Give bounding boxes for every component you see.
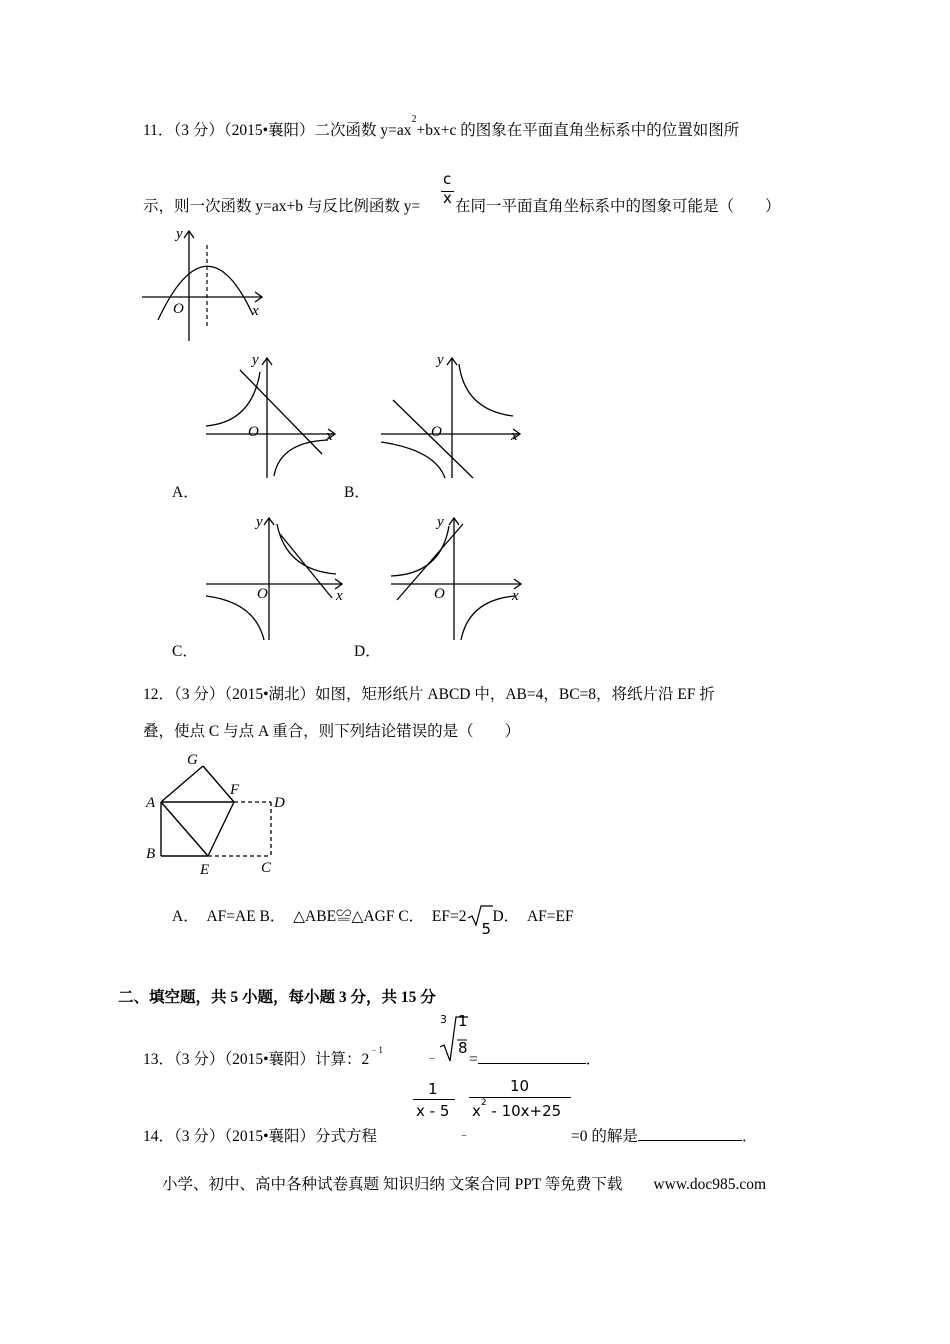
- q11-a-y-label: y: [252, 352, 259, 368]
- q14-minus: ﹣: [458, 1127, 471, 1141]
- q12-label-f: F: [230, 782, 240, 798]
- q13-equals: =: [469, 1051, 478, 1068]
- q13-root-numerator: 1: [458, 1012, 468, 1030]
- q12-label-e: E: [200, 862, 210, 878]
- q14-frac1-denominator: x - 5: [416, 1102, 450, 1120]
- q11-b-x-label: x: [511, 428, 518, 444]
- q13-answer: [469, 1047, 601, 1069]
- section2-heading: 二、填空题，共 5 小题，每小题 3 分，共 15 分: [118, 989, 436, 1006]
- q11-parabola-graph: [140, 225, 270, 345]
- q14-frac2-denominator: [472, 1098, 562, 1120]
- q12-line1: 12．（3 分）（2015•湖北）如图，矩形纸片 ABCD 中，AB=4，BC=8，将纸片沿 EF 折: [143, 686, 715, 703]
- q12-label-b: B: [146, 846, 156, 862]
- q12-label-g: G: [187, 752, 198, 768]
- q11-superscript: 2: [411, 114, 417, 125]
- q14-frac2-numerator: 10: [510, 1077, 530, 1095]
- q11-main-origin-label: O: [173, 301, 184, 317]
- q12-options-d: D． AF=EF: [492, 908, 574, 925]
- q11-option-d-label: D．: [354, 643, 381, 660]
- q13-minus: ﹣: [426, 1050, 439, 1064]
- q14-frac2-den-x: x: [472, 1102, 481, 1120]
- q11-line1: [143, 114, 740, 140]
- q11-number: 11．: [143, 122, 174, 139]
- q11-line2-b: 在同一平面直角坐标系中的图象可能是（ ）: [455, 198, 781, 215]
- q11-line2-a: 示，则一次函数 y=ax+b 与反比例函数 y=: [143, 198, 421, 215]
- q14-answer-blank: [638, 1125, 742, 1141]
- q11-prefix: （3 分）（2015•襄阳）二次函数 y=ax: [173, 122, 412, 139]
- q11-option-a-graph: [200, 350, 345, 480]
- q13-root-index: 3: [440, 1013, 447, 1026]
- q14-prefix: 14．（3 分）（2015•襄阳）分式方程: [143, 1128, 378, 1145]
- q12-label-d: D: [274, 795, 285, 811]
- q11-option-c-graph: [200, 510, 350, 642]
- q11-suffix: +bx+c 的图象在平面直角坐标系中的位置如图所: [416, 122, 740, 139]
- q14-answer: [571, 1124, 757, 1146]
- q11-c-y-label: y: [256, 514, 263, 530]
- q11-option-b-graph: [375, 350, 530, 480]
- q11-option-c-label: C．: [172, 643, 198, 660]
- q11-d-y-label: y: [437, 514, 444, 530]
- q11-main-x-label: x: [252, 303, 259, 319]
- q14-frac1-bar: [413, 1099, 455, 1100]
- q12-rectangle-figure: [140, 748, 300, 880]
- q12-label-a: A: [146, 795, 156, 811]
- q13-prefix: [143, 1047, 383, 1069]
- q11-frac-denominator: x: [443, 189, 452, 207]
- q14-frac2-den-sup: 2: [480, 1098, 487, 1108]
- q13-exponent: ﹣1: [369, 1045, 383, 1055]
- q12-sqrt-arg: 5: [481, 920, 492, 938]
- q11-option-b-label: B．: [344, 484, 370, 501]
- q12-label-c: C: [261, 860, 272, 876]
- q11-b-origin-label: O: [431, 424, 442, 440]
- q13-prefix-text: 13．（3 分）（2015•襄阳）计算：2: [143, 1051, 370, 1068]
- q11-option-a-label: A．: [172, 484, 199, 501]
- q11-b-y-label: y: [437, 352, 444, 368]
- q12-options: [172, 904, 574, 938]
- q12-line2: 叠，使点 C 与点 A 重合，则下列结论错误的是（ ）: [143, 723, 521, 740]
- q11-c-x-label: x: [336, 588, 343, 604]
- q13-root-denominator: 8: [458, 1039, 468, 1057]
- q12-options-a-c: A． AF=AE B． △ABE≌△AGF C． EF=2: [172, 908, 467, 925]
- q11-frac-numerator: c: [443, 170, 452, 188]
- q11-d-x-label: x: [512, 588, 519, 604]
- q11-a-x-label: x: [326, 428, 333, 444]
- page-footer: 小学、初中、高中各种试卷真题 知识归纳 文案合同 PPT 等免费下载 www.doc985.com: [162, 1176, 767, 1193]
- q11-d-origin-label: O: [434, 586, 445, 602]
- q14-end: ．: [741, 1128, 758, 1145]
- q11-option-d-graph: [385, 510, 530, 642]
- q11-a-origin-label: O: [248, 424, 259, 440]
- q14-frac2-den-rest: - 10x+25: [486, 1102, 562, 1120]
- q14-frac1-numerator: 1: [428, 1080, 438, 1098]
- q11-main-y-label: y: [176, 226, 183, 242]
- q14-suffix: =0 的解是: [571, 1128, 638, 1145]
- q11-c-origin-label: O: [257, 586, 268, 602]
- q13-answer-blank: [478, 1048, 586, 1064]
- q13-end: ．: [585, 1051, 602, 1068]
